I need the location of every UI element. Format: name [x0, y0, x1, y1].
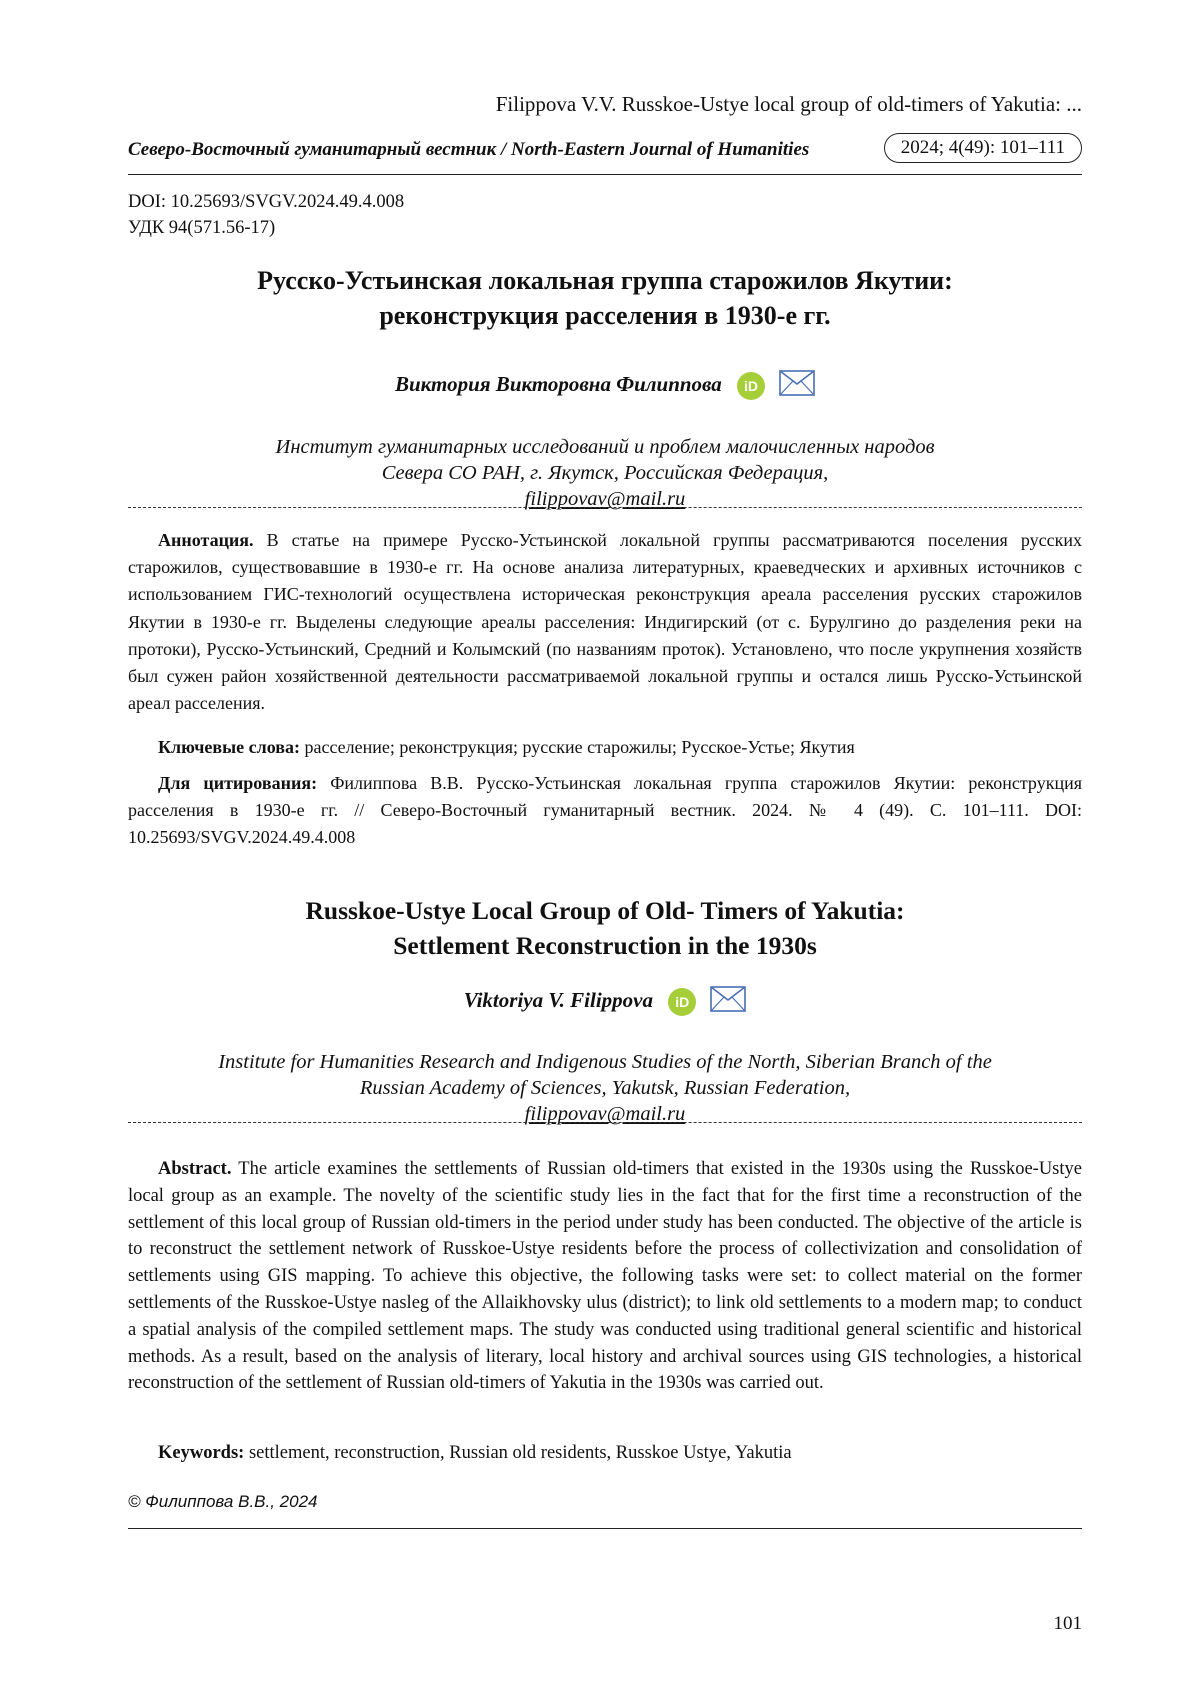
citation-ru-label: Для цитирования:: [158, 773, 318, 793]
author-en: [128, 986, 1082, 1018]
email-ru[interactable]: filippovav@mail.ru: [524, 488, 686, 510]
dashed-divider-ru: [128, 507, 1082, 508]
keywords-ru-text: расселение; реконструкция; русские старожилы; Русское-Устье; Якутия: [304, 737, 855, 757]
keywords-en: [128, 1440, 1082, 1467]
affiliation-ru-line2: Севера СО РАН, г. Якутск, Российская Федерация,: [381, 462, 829, 484]
mail-icon[interactable]: [710, 986, 746, 1018]
citation-ru: [128, 770, 1082, 852]
affiliation-en-line2: Russian Academy of Sciences, Yakutsk, Russian Federation,: [359, 1077, 851, 1099]
mail-icon[interactable]: [779, 370, 815, 402]
keywords-ru-label: Ключевые слова:: [158, 737, 300, 757]
orcid-icon[interactable]: iD: [668, 988, 696, 1016]
affiliation-en: [128, 1049, 1082, 1127]
keywords-en-label: Keywords:: [158, 1443, 245, 1463]
article-title-en: [128, 893, 1082, 963]
abstract-en: [128, 1156, 1082, 1397]
citation-ru-text: Филиппова В.В. Русско-Устьинская локальная группа старожилов Якутии: реконструкция расселения в 1930-е гг. // Северо-Восточный гуманитарный вестник. 2024. № 4 (49). С. 101–111. DOI: 10.25693/SVGV.2024.49.4.008: [128, 773, 1082, 848]
affiliation-ru-line1: Институт гуманитарных исследований и проблем малочисленных народов: [275, 436, 935, 458]
article-title-ru-line2: реконструкция расселения в 1930-е гг.: [379, 301, 831, 330]
footer-rule: [128, 1528, 1082, 1529]
article-title-en-line2: Settlement Reconstruction in the 1930s: [393, 931, 817, 960]
keywords-ru: [128, 734, 1082, 761]
keywords-en-text: settlement, reconstruction, Russian old residents, Russkoe Ustye, Yakutia: [248, 1443, 792, 1463]
orcid-icon[interactable]: iD: [737, 372, 765, 400]
author-ru: [128, 370, 1082, 402]
email-en[interactable]: filippovav@mail.ru: [524, 1103, 686, 1125]
doi[interactable]: DOI: 10.25693/SVGV.2024.49.4.008: [128, 192, 405, 212]
article-title-en-line1: Russkoe-Ustye Local Group of Old- Timers of Yakutia:: [305, 896, 905, 925]
affiliation-en-line1: Institute for Humanities Research and Indigenous Studies of the North, Siberian Branch of the: [218, 1051, 992, 1073]
page-number: 101: [1053, 1613, 1082, 1634]
running-title: Filippova V.V. Russkoe-Ustye local group of old-timers of Yakutia: ...: [495, 92, 1082, 116]
abstract-en-text: The article examines the settlements of Russian old-timers that existed in the 1930s using the Russkoe-Ustye local group as an example. The novelty of the scientific study lies in the fact that for the first time a reconstruction of the settlement of this local group of Russian old-timers in the period under study has been conducted. The objective of the article is to reconstruct the settlement network of Russkoe-Ustye residents before the process of collectivization and consolidation of settlements using GIS mapping. To achieve this objective, the following tasks were set: to collect material on the former settlements of the Russkoe-Ustye nasleg of the Allaikhovsky ulus (district); to link old settlements to a modern map; to conduct a spatial analysis of the compiled settlement maps. The study was conducted using traditional general scientific and historical methods. As a result, based on the analysis of literary, local history and archival sources using GIS technologies, a historical reconstruction of the settlement of Russian old-timers of Yakutia in the 1930s was carried out.: [128, 1159, 1082, 1394]
header-rule: [128, 174, 1082, 175]
journal-name: Северо-Восточный гуманитарный вестник / North-Eastern Journal of Humanities: [128, 139, 810, 160]
author-en-name: Viktoriya V. Filippova: [463, 987, 653, 1012]
dashed-divider-en: [128, 1122, 1082, 1123]
copyright: © Филиппова В.В., 2024: [128, 1492, 318, 1511]
article-title-ru: [128, 263, 1082, 333]
affiliation-ru: [128, 434, 1082, 512]
abstract-en-label: Abstract.: [158, 1159, 232, 1179]
abstract-ru-label: Аннотация.: [158, 530, 254, 550]
issue-badge: 2024; 4(49): 101–111: [884, 133, 1082, 163]
abstract-ru: [128, 527, 1082, 717]
udk: УДК 94(571.56-17): [128, 218, 276, 238]
author-ru-name: Виктория Викторовна Филиппова: [394, 371, 722, 396]
article-title-ru-line1: Русско-Устьинская локальная группа старожилов Якутии:: [257, 266, 953, 295]
abstract-ru-text: В статье на примере Русско-Устьинской локальной группы рассматриваются поселения русских старожилов, существовавшие в 1930-е гг. На основе анализа литературных, краеведческих и архивных источников с использованием ГИС-технологий осуществлена историческая реконструкция ареала расселения русских старожилов Якутии в 1930-е гг. Выделены следующие ареалы расселения: Индигирский (от с. Бурулгино до разделения реки на протоки), Русско-Устьинский, Средний и Колымский (по названиям проток). Установлено, что после укрупнения хозяйств был сужен район хозяйственной деятельности рассматриваемой локальной группы и остался лишь Русско-Устьинской ареал расселения.: [128, 530, 1082, 714]
